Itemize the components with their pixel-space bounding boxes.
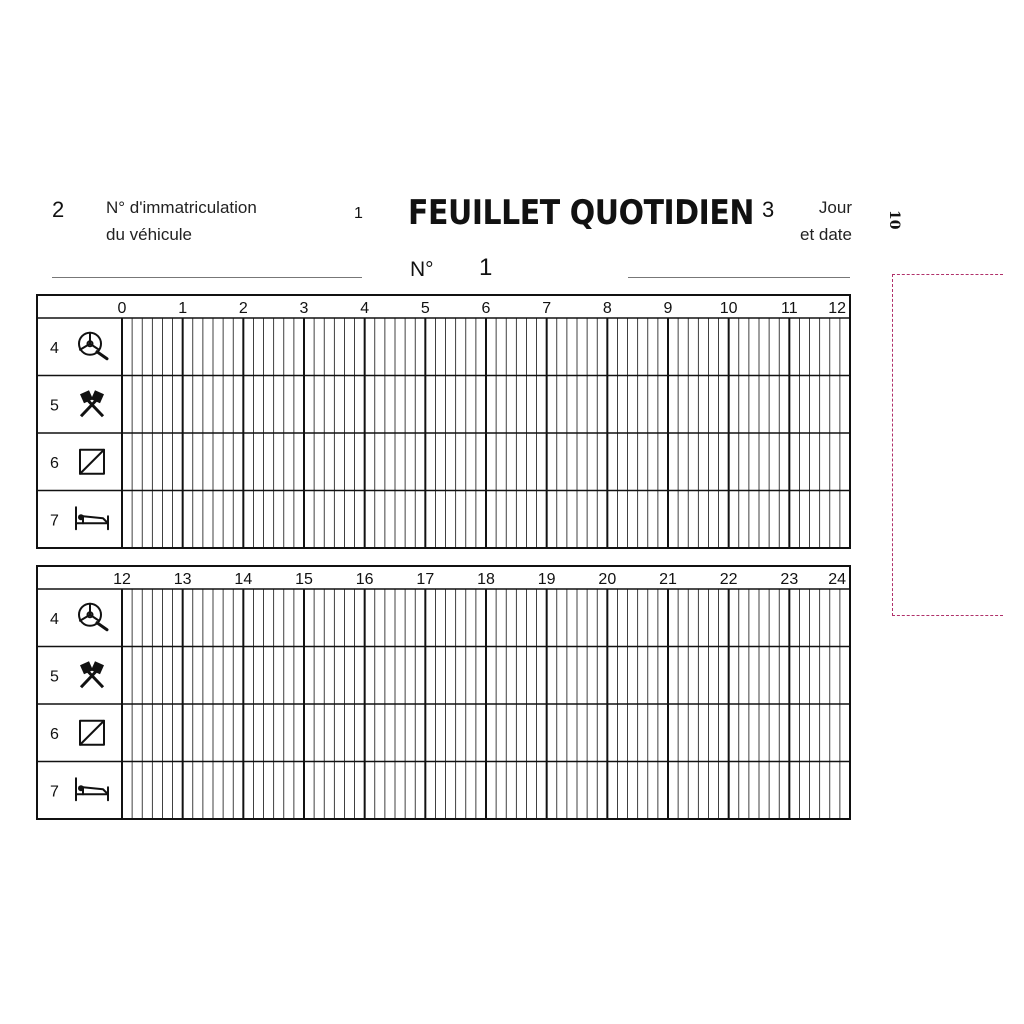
hour-label: 15 (295, 571, 313, 588)
hour-label: 24 (828, 571, 846, 588)
activity-row-number: 5 (50, 668, 59, 686)
field-2-number: 2 (52, 197, 65, 222)
activity-row-number: 4 (50, 610, 59, 628)
page-title: FEUILLET QUOTIDIEN (408, 193, 754, 233)
hour-label: 19 (537, 571, 556, 588)
hour-label: 12 (828, 300, 846, 317)
steering-wheel-icon (79, 333, 107, 359)
hour-label: 17 (416, 571, 435, 588)
hour-label: 9 (663, 300, 673, 317)
hour-label: 13 (173, 571, 192, 588)
hour-label: 20 (598, 571, 617, 588)
hour-label: 14 (234, 571, 253, 588)
hour-label: 10 (719, 300, 738, 317)
hour-label: 2 (238, 300, 248, 317)
field-3-label-line2: et date (800, 225, 852, 244)
activity-row-number: 7 (50, 783, 59, 801)
crossed-hammers-icon (80, 390, 104, 416)
field-2-label-line1: N° d'immatriculation (106, 198, 257, 217)
hour-label: 18 (477, 571, 495, 588)
field-3-number: 3 (762, 197, 775, 222)
field-3-label-line1: Jour (818, 198, 852, 217)
activity-row-number: 4 (50, 339, 59, 357)
hour-label: 11 (781, 300, 798, 317)
hour-label: 3 (299, 300, 309, 317)
activity-row-number: 6 (50, 454, 59, 472)
side-code: 10 (886, 210, 902, 230)
hour-label: 7 (542, 300, 552, 317)
hour-label: 23 (780, 571, 799, 588)
activity-row-number: 6 (50, 725, 59, 743)
availability-square-icon (80, 450, 104, 474)
field-2-label-line2: du véhicule (106, 225, 193, 244)
activity-row-number: 7 (50, 512, 59, 530)
hour-label: 22 (719, 571, 738, 588)
hour-label: 0 (117, 300, 127, 317)
hour-label: 12 (113, 571, 131, 588)
sheet-number-value: 1 (479, 254, 493, 281)
sheet-number-label: N° (410, 258, 434, 281)
activity-row-number: 5 (50, 397, 59, 415)
hour-label: 6 (481, 300, 491, 317)
hour-label: 16 (355, 571, 374, 588)
hour-label: 5 (420, 300, 430, 317)
field-1-number: 1 (354, 205, 363, 222)
hour-label: 8 (602, 300, 612, 317)
hour-label: 4 (360, 300, 370, 317)
grid-group[interactable] (37, 295, 850, 548)
hour-label: 1 (178, 300, 188, 317)
hour-label: 21 (659, 571, 677, 588)
bed-icon (76, 507, 108, 529)
